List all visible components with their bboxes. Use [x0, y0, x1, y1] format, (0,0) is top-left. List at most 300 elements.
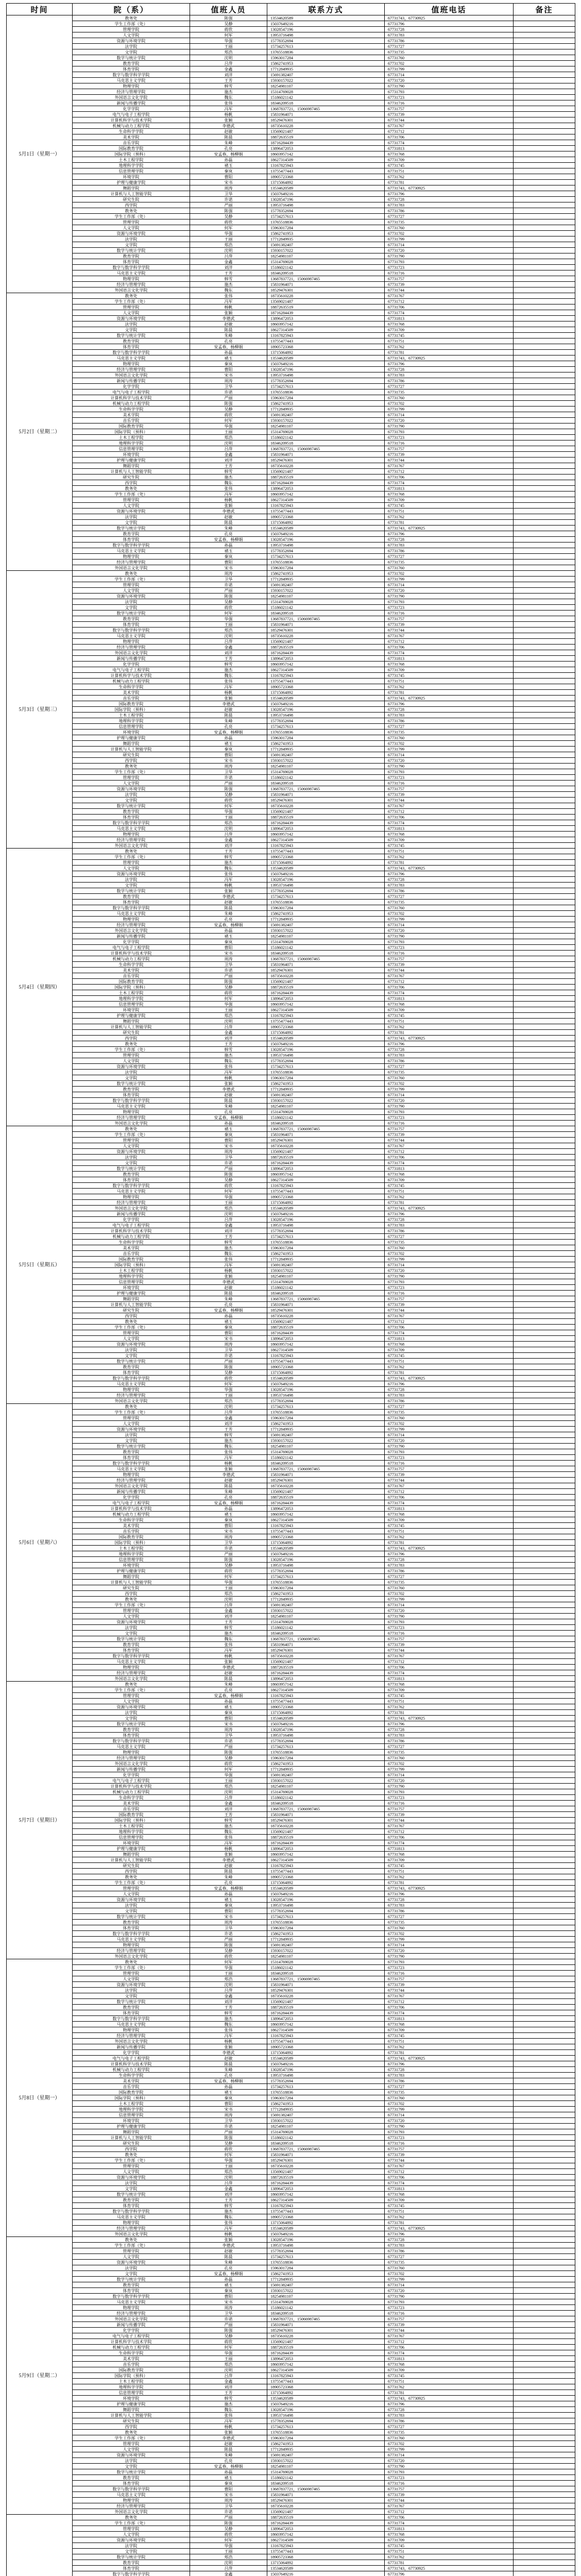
person-cell: 王丽 — [190, 815, 267, 820]
contact-cell: 18627314509 — [267, 667, 385, 673]
dept-cell: 化学学院 — [73, 106, 190, 112]
dept-cell: 数字与数学科学学院 — [73, 2209, 190, 2214]
duty-phone-cell: 67731790 — [385, 83, 514, 89]
table-row — [7, 95, 575, 100]
duty-phone-cell: 67731768 — [385, 1342, 514, 1347]
duty-phone-cell: 67731796 — [385, 1551, 514, 1557]
note-cell — [514, 180, 575, 185]
contact-cell: 15314769028 — [267, 939, 385, 945]
contact-cell: 13028547196 — [267, 197, 385, 202]
table-row — [7, 1699, 575, 1704]
dept-cell: 马克思主义学院 — [73, 1466, 190, 1472]
table-row — [7, 157, 575, 163]
duty-phone-cell: 67731768 — [385, 2532, 514, 2537]
table-row — [7, 1512, 575, 1517]
dept-cell: 电气与电子工程学院 — [73, 2333, 190, 2339]
dept-cell: 教务处 — [73, 1041, 190, 1047]
dept-cell: 舞蹈学院 — [73, 2129, 190, 2135]
note-cell — [514, 1891, 575, 1897]
contact-cell: 18872635519 — [267, 1155, 385, 1160]
contact-cell: 18627314509 — [267, 1857, 385, 1863]
table-row — [7, 2231, 575, 2237]
contact-cell: 13765518836 — [267, 2430, 385, 2435]
table-row — [7, 1007, 575, 1013]
contact-cell: 13896472053 — [267, 656, 385, 662]
dept-cell: 人文学院 — [73, 866, 190, 871]
table-row — [7, 1744, 575, 1750]
contact-cell: 15862741953 — [267, 1591, 385, 1597]
note-cell — [514, 526, 575, 531]
note-cell — [514, 1897, 575, 1903]
note-cell — [514, 304, 575, 310]
dept-cell: 西学院 — [73, 202, 190, 208]
dept-cell: 资源与环境学院 — [73, 2175, 190, 2180]
person-cell: 金鑫 — [190, 1223, 267, 1228]
dept-cell: 国际学院（预科） — [73, 707, 190, 713]
duty-phone-cell: 67731760 — [385, 1585, 514, 1591]
dept-cell: 经济与管理学院 — [73, 367, 190, 372]
person-cell: 卫华 — [190, 384, 267, 389]
table-row — [7, 985, 575, 990]
person-cell: 吴静 — [190, 2333, 267, 2339]
person-cell: 何军 — [190, 32, 267, 38]
table-row — [7, 1206, 575, 1211]
note-cell — [514, 1268, 575, 1274]
contact-cell: 18254981107 — [267, 1274, 385, 1279]
note-cell — [514, 2033, 575, 2039]
table-row — [7, 1840, 575, 1846]
contact-cell: 15037649216 — [267, 21, 385, 27]
person-cell: 吴静 — [190, 21, 267, 27]
contact-cell: 15963017284 — [267, 1585, 385, 1591]
person-cell: 秦岚 — [190, 939, 267, 945]
note-cell — [514, 594, 575, 599]
dept-cell: 文学院 — [73, 1993, 190, 1999]
table-row — [7, 1665, 575, 1670]
dept-cell: 新闻与传播学院 — [73, 1211, 190, 1217]
dept-cell: 信息管理学院 — [73, 1557, 190, 1563]
day-label: 5月6日（星期六） — [7, 1404, 73, 1682]
table-row — [7, 1778, 575, 1784]
note-cell — [514, 21, 575, 27]
person-cell: 宋书 — [190, 2492, 267, 2498]
note-cell — [514, 1183, 575, 1189]
dept-cell: 法学院 — [73, 321, 190, 327]
duty-phone-cell: 67731781 — [385, 1030, 514, 1036]
duty-phone-cell: 67731768 — [385, 2362, 514, 2367]
duty-phone-cell: 67731706 — [385, 1835, 514, 1840]
dept-cell: 环境学院 — [73, 2396, 190, 2401]
person-cell: 冯军 — [190, 2418, 267, 2424]
note-cell — [514, 1693, 575, 1699]
person-cell: 张伟 — [190, 1257, 267, 1262]
contact-cell: 13715064892 — [267, 1710, 385, 1716]
note-cell — [514, 1285, 575, 1291]
table-row — [7, 588, 575, 594]
duty-phone-cell: 67731796 — [385, 1721, 514, 1727]
person-cell: 周涛 — [190, 185, 267, 191]
duty-phone-cell: 67731720 — [385, 1608, 514, 1614]
person-cell: 施杰 — [190, 1245, 267, 1251]
dept-cell: 体育学院 — [73, 344, 190, 350]
duty-phone-cell: 67731781 — [385, 860, 514, 866]
person-cell: 陈晨 — [190, 1869, 267, 1874]
dept-cell: 教育学院 — [73, 1642, 190, 1648]
table-row — [7, 1846, 575, 1852]
dept-cell: 经济与管理学院 — [73, 645, 190, 650]
dept-cell: 外国语言文化学院 — [73, 1121, 190, 1126]
note-cell — [514, 2101, 575, 2107]
person-cell: 周涛 — [190, 2305, 267, 2311]
duty-phone-cell: 67731781 — [385, 1710, 514, 1716]
duty-phone-cell: 67731716 — [385, 270, 514, 276]
note-cell — [514, 798, 575, 803]
contact-cell: 18627314509 — [267, 2537, 385, 2543]
person-cell: 金鑫 — [190, 2571, 267, 2576]
dept-cell: 环境学院 — [73, 1840, 190, 1846]
duty-phone-cell: 67731702 — [385, 1761, 514, 1767]
table-row — [7, 611, 575, 616]
note-cell — [514, 701, 575, 707]
table-row — [7, 1132, 575, 1138]
contact-cell: 15862741953 — [267, 571, 385, 577]
contact-cell: 15314769028 — [267, 2129, 385, 2135]
duty-phone-cell: 67731813 — [385, 486, 514, 492]
dept-cell: 人文学院 — [73, 2254, 190, 2260]
note-cell — [514, 44, 575, 49]
contact-cell: 15314769028 — [267, 1619, 385, 1625]
table-row — [7, 78, 575, 83]
dept-cell: 西学院 — [73, 1591, 190, 1597]
duty-phone-cell: 67731727 — [385, 724, 514, 730]
person-cell: 李德武 — [190, 1857, 267, 1863]
duty-roster-table — [6, 3, 575, 2576]
note-cell — [514, 197, 575, 202]
dept-cell: 地理科学学院 — [73, 1274, 190, 1279]
dept-cell: 计算机科学与技术学院 — [73, 2339, 190, 2345]
note-cell — [514, 401, 575, 406]
note-cell — [514, 1670, 575, 1676]
duty-phone-cell: 67731793 — [385, 259, 514, 265]
person-cell: 严丽 — [190, 781, 267, 786]
table-row — [7, 480, 575, 486]
note-cell — [514, 2441, 575, 2447]
person-cell: 严丽 — [190, 1551, 267, 1557]
note-cell — [514, 1109, 575, 1115]
duty-phone-cell: 67731709 — [385, 1517, 514, 1523]
note-cell — [514, 1262, 575, 1268]
note-cell — [514, 662, 575, 667]
dept-cell: 文学院 — [73, 1438, 190, 1444]
note-cell — [514, 49, 575, 55]
contact-cell: 13715064892 — [267, 350, 385, 355]
dept-cell: 生命科学学院 — [73, 406, 190, 412]
dept-cell: 数字与数学科学学院 — [73, 2294, 190, 2299]
dept-cell: 数字与数学科学学院 — [73, 1931, 190, 1937]
person-cell: 张颖 — [190, 2044, 267, 2050]
note-cell — [514, 1410, 575, 1415]
dept-cell: 电气与电子工程学院 — [73, 1500, 190, 1506]
note-cell — [514, 1302, 575, 1308]
duty-phone-cell: 67731712 — [385, 2339, 514, 2345]
note-cell — [514, 1914, 575, 1920]
person-cell: 蒋欣 — [190, 1761, 267, 1767]
contact-cell: 18254981107 — [267, 764, 385, 769]
dept-cell: 西学院 — [73, 1313, 190, 1319]
person-cell: 周涛 — [190, 1920, 267, 1925]
dept-cell: 资源与环境学院 — [73, 1064, 190, 1070]
table-row — [7, 866, 575, 871]
duty-phone-cell: 67731793 — [385, 1619, 514, 1625]
person-cell: 宋书 — [190, 758, 267, 764]
person-cell: 吴静 — [190, 1177, 267, 1183]
table-row — [7, 1801, 575, 1806]
contact-cell: 15963017284 — [267, 2095, 385, 2101]
person-cell: 严丽 — [190, 1937, 267, 1942]
table-row — [7, 1704, 575, 1710]
dept-cell: 土木工程学院 — [73, 713, 190, 718]
contact-cell: 15314769028 — [267, 769, 385, 775]
table-row — [7, 1852, 575, 1857]
person-cell: 何军 — [190, 2537, 267, 2543]
table-row — [7, 2169, 575, 2175]
duty-phone-cell: 67731735 — [385, 1240, 514, 1245]
dept-cell: 计算机与人工智能学院 — [73, 469, 190, 474]
duty-phone-cell: 67731720 — [385, 248, 514, 253]
dept-cell: 化学学院 — [73, 2050, 190, 2056]
note-cell — [514, 2118, 575, 2124]
note-cell — [514, 2549, 575, 2554]
contact-cell: 15862741953 — [267, 401, 385, 406]
table-row — [7, 1138, 575, 1143]
contact-cell: 13715064892 — [267, 2560, 385, 2566]
note-cell — [514, 1619, 575, 1625]
table-row — [7, 2299, 575, 2305]
contact-cell: 13896472053 — [267, 2526, 385, 2532]
dept-cell: 信息管理学院 — [73, 446, 190, 452]
note-cell — [514, 435, 575, 440]
table-row — [7, 1982, 575, 1988]
duty-phone-cell: 67731768 — [385, 1852, 514, 1857]
person-cell: 魏东 — [190, 1444, 267, 1449]
dept-cell: 外国语言文化学院 — [73, 2039, 190, 2044]
person-cell: 陈强 — [190, 2135, 267, 2141]
duty-phone-cell: 67731786 — [385, 548, 514, 554]
note-cell — [514, 1744, 575, 1750]
duty-phone-cell: 67731790 — [385, 1614, 514, 1619]
person-cell: 褚玉 — [190, 2090, 267, 2095]
note-cell — [514, 1840, 575, 1846]
person-cell: 许诺 — [190, 1353, 267, 1359]
note-cell — [514, 1081, 575, 1087]
dept-cell: 外国语言文化学院 — [73, 2231, 190, 2237]
contact-cell: 15963017284 — [267, 55, 385, 61]
table-row — [7, 1721, 575, 1727]
table-row — [7, 2396, 575, 2401]
table-row — [7, 594, 575, 599]
dept-cell: 西学院 — [73, 2424, 190, 2430]
person-cell: 韩雪 — [190, 2396, 267, 2401]
table-row — [7, 1563, 575, 1568]
dept-cell: 信息管理学院 — [73, 2112, 190, 2118]
dept-cell: 教务处 — [73, 15, 190, 21]
note-cell — [514, 1642, 575, 1648]
table-row — [7, 2192, 575, 2197]
dept-cell: 教务处 — [73, 2430, 190, 2435]
note-cell — [514, 1869, 575, 1874]
note-cell — [514, 2152, 575, 2158]
duty-phone-cell: 67731720 — [385, 1948, 514, 1954]
table-row — [7, 718, 575, 724]
note-cell — [514, 990, 575, 996]
table-row — [7, 2294, 575, 2299]
dept-cell: 资源与环境学院 — [73, 2537, 190, 2543]
note-cell — [514, 61, 575, 66]
dept-cell: 资源与环境学院 — [73, 871, 190, 877]
note-cell — [514, 1778, 575, 1784]
table-row — [7, 2277, 575, 2282]
person-cell: 曹阳 — [190, 2486, 267, 2492]
person-cell: 王芳 — [190, 2390, 267, 2396]
person-cell: 陈强 — [190, 2328, 267, 2333]
person-cell: 冯军 — [190, 1840, 267, 1846]
person-cell: 蒋欣 — [190, 1183, 267, 1189]
contact-cell: 13534620589 — [267, 1886, 385, 1891]
note-cell — [514, 2095, 575, 2101]
person-cell: 吕萍 — [190, 1988, 267, 1993]
duty-phone-cell: 67731783 — [385, 1393, 514, 1398]
person-cell: 沈明 — [190, 2367, 267, 2373]
table-row — [7, 259, 575, 265]
dept-cell: 教务处 — [73, 764, 190, 769]
duty-phone-cell: 67731774 — [385, 140, 514, 146]
contact-cell: 18346209518 — [267, 611, 385, 616]
note-cell — [514, 350, 575, 355]
dept-cell: 资源与环境学院 — [73, 2260, 190, 2265]
contact-cell: 18346209518 — [267, 1121, 385, 1126]
duty-phone-cell: 67731813 — [385, 2016, 514, 2022]
contact-cell: 15691382407 — [267, 1432, 385, 1438]
dept-cell: 马克思主义学院 — [73, 548, 190, 554]
person-cell: 秦岚 — [190, 554, 267, 560]
person-cell: 沈明 — [190, 2560, 267, 2566]
dept-cell: 西学院 — [73, 480, 190, 486]
dept-cell: 电气与电子工程学院 — [73, 945, 190, 951]
dept-cell: 学生工作部（处） — [73, 1047, 190, 1053]
duty-phone-cell: 67731767 — [385, 973, 514, 979]
person-cell: 赵敏 — [190, 129, 267, 134]
contact-cell: 18905723368 — [267, 2044, 385, 2050]
dept-cell: 数字与数学科学学院 — [73, 1098, 190, 1104]
contact-cell: 15862741953 — [267, 2271, 385, 2277]
contact-cell: 18905723368 — [267, 2214, 385, 2220]
duty-phone-cell: 67731774 — [385, 1330, 514, 1336]
table-row — [7, 1336, 575, 1342]
note-cell — [514, 2243, 575, 2248]
table-row — [7, 707, 575, 713]
duty-phone-cell: 67731786 — [385, 1058, 514, 1064]
table-row — [7, 1636, 575, 1642]
note-cell — [514, 2277, 575, 2282]
table-row — [7, 1217, 575, 1223]
person-cell: 吕萍 — [190, 446, 267, 452]
person-cell: 吕萍 — [190, 253, 267, 259]
table-row — [7, 1670, 575, 1676]
dept-cell: 资源与环境学院 — [73, 1619, 190, 1625]
duty-phone-cell: 67731781 — [385, 2050, 514, 2056]
contact-cell: 13715064892 — [267, 1540, 385, 1546]
duty-phone-cell: 67731757 — [385, 106, 514, 112]
contact-cell: 13534620589 — [267, 1546, 385, 1551]
contact-cell: 15862741953 — [267, 1081, 385, 1087]
person-cell: 华强 — [190, 423, 267, 429]
contact-cell: 13028547196 — [267, 2067, 385, 2073]
note-cell — [514, 253, 575, 259]
duty-phone-cell: 67731762 — [385, 2554, 514, 2560]
dept-cell: 法学院 — [73, 1070, 190, 1075]
contact-cell: 15186021142 — [267, 1115, 385, 1121]
note-cell — [514, 1886, 575, 1891]
person-cell: 蒋欣 — [190, 605, 267, 611]
contact-cell: 18735610228 — [267, 633, 385, 639]
note-cell — [514, 1614, 575, 1619]
table-row — [7, 2560, 575, 2566]
dept-cell: 美术学院 — [73, 412, 190, 418]
table-row — [7, 1812, 575, 1818]
table-row — [7, 690, 575, 696]
note-cell — [514, 2186, 575, 2192]
person-cell: 宋书 — [190, 2107, 267, 2112]
duty-phone-cell: 67731720 — [385, 1778, 514, 1784]
contact-cell: 17712849935 — [267, 1937, 385, 1942]
table-row — [7, 548, 575, 554]
duty-phone-cell: 67731702 — [385, 2441, 514, 2447]
note-cell — [514, 463, 575, 469]
duty-phone-cell: 67731714 — [385, 2452, 514, 2458]
person-cell: 朱峰 — [190, 2452, 267, 2458]
duty-phone-cell: 67731716 — [385, 951, 514, 956]
contact-cell: 13715064892 — [267, 1030, 385, 1036]
table-row — [7, 1189, 575, 1194]
dept-cell: 地理科学学院 — [73, 718, 190, 724]
dept-cell: 计算机科学与技术学院 — [73, 1228, 190, 1234]
table-row — [7, 1370, 575, 1376]
dept-cell: 资源与环境学院 — [73, 1149, 190, 1155]
dept-cell: 国际学院（预科） — [73, 1540, 190, 1546]
contact-cell: 13953716498 — [267, 2073, 385, 2078]
dept-cell: 人文学院 — [73, 1421, 190, 1427]
contact-cell: 18627314509 — [267, 2367, 385, 2373]
table-row — [7, 231, 575, 236]
duty-phone-cell: 67731727 — [385, 894, 514, 900]
person-cell: 安孟春，杨柳娟 — [190, 1693, 267, 1699]
note-cell — [514, 2464, 575, 2469]
person-cell: 严丽 — [190, 202, 267, 208]
duty-phone-cell: 67731760 — [385, 55, 514, 61]
duty-phone-cell: 67731790 — [385, 764, 514, 769]
dept-cell: 外国语言文化学院 — [73, 1483, 190, 1489]
table-row — [7, 560, 575, 565]
person-cell: 刘洋 — [190, 1806, 267, 1812]
duty-phone-cell: 67731783 — [385, 1053, 514, 1058]
duty-phone-cell: 67731767 — [385, 803, 514, 809]
note-cell — [514, 565, 575, 571]
dept-cell: 经济与管理学院 — [73, 2311, 190, 2316]
duty-phone-cell: 67731739 — [385, 962, 514, 968]
table-row — [7, 1075, 575, 1081]
dept-cell: 研究生院 — [73, 1030, 190, 1036]
note-cell — [514, 1608, 575, 1614]
